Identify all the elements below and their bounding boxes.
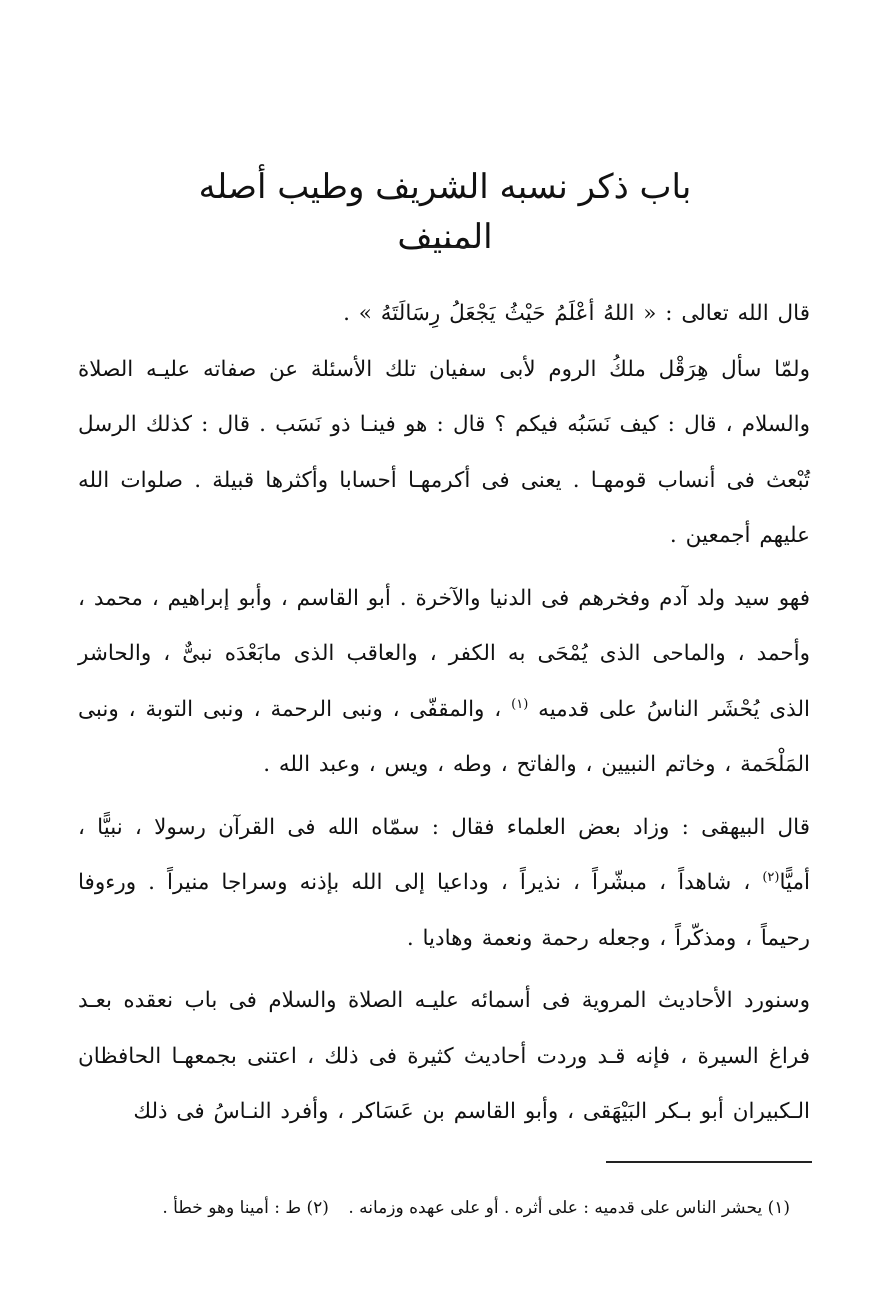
title-divider: [423, 246, 473, 248]
footnotes: [110, 1193, 790, 1223]
paragraph-quran-verse: قال الله تعالى : « اللهُ أعْلَمُ حَيْثُ يَجْعَلُ رِسَالَتَهُ » .: [343, 301, 810, 326]
footnote-ref-2: (٢): [762, 869, 780, 885]
footnote-ref-1: (١): [511, 696, 529, 712]
paragraph-names: [78, 571, 810, 793]
paragraph-names-text-a: فهو سيد ولد آدم وفخرهم فى الدنيا والآخرة . أبو القاسم ، وأبو إبراهيم ، محمد ، وأحمد ، والماحى الذى يُمْحَى به الكفر ، والعاقب الذى مابَعْدَه نبىٌّ ، والحاشر الذى يُحْشَر الناسُ على قدميه: [78, 585, 810, 722]
paragraph-bayhaqi-text-a: قال البيهقى : وزاد بعض العلماء فقال : سمّاه الله فى القرآن رسولا ، نبيًّا ، أميًّا: [78, 814, 810, 895]
paragraph-heraclius: ولمّا سأل هِرَقْل ملكُ الروم لأبى سفيان تلك الأسئلة عن صفاته عليـه الصلاة والسلام ، قال : كيف نَسَبُه فيكم ؟ قال : هو فينـا ذو نَسَب . قال : كذلك الرسل تُبْعث فى أنساب قومهـا . يعنى فى أكرمهـا أحسابا وأكثرها قبيلة . صلوات الله عليهم أجمعين .: [78, 356, 810, 548]
footnote-divider: [606, 1161, 812, 1163]
footnote-2: (٢) ط : أمينا وهو خطأ .: [162, 1198, 329, 1218]
paragraph-names-text-b: ، والمقفّى ، ونبى الرحمة ، ونبى التوبة ، ونبى المَلْحَمة ، وخاتم النبيين ، والفاتح ، وطه ، ويس ، وعبد الله .: [78, 696, 810, 777]
chapter-title: باب ذكر نسبه الشريف وطيب أصله المنيف: [198, 167, 692, 257]
paragraph-bayhaqi: [78, 800, 810, 967]
body-text: [78, 286, 810, 1140]
paragraph-hadiths: وسنورد الأحاديث المروية فى أسمائه عليـه الصلاة والسلام فى باب نعقده بعـد فراغ السيرة ، فإنه قـد وردت أحاديث كثيرة فى ذلك ، اعتنى بجمعهـا الحافظان الـكبيران أبو بـكر البَيْهَقى ، وأبو القاسم بن عَسَاكر ، وأفرد النـاسُ فى ذلك: [78, 988, 810, 1124]
footnote-1: (١) يحشر الناس على قدميه : على أثره . أو على عهده وزمانه .: [348, 1198, 790, 1218]
paragraph-bayhaqi-text-b: ، شاهداً ، مبشّراً ، نذيراً ، وداعيا إلى الله بإذنه وسراجا منيراً . ورءوفا رحيماً ، ومذكّراً ، وجعله رحمة ونعمة وهاديا .: [78, 870, 810, 951]
